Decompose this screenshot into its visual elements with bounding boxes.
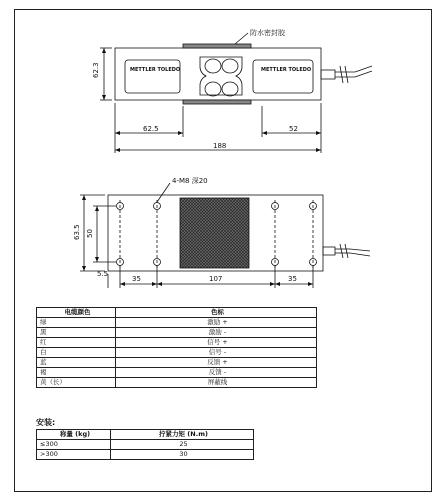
signal-cell: 信号 +	[116, 338, 317, 348]
signal-cell: 反馈 -	[116, 368, 317, 378]
table-row	[37, 358, 317, 368]
brand-label-left: METTLER TOLEDO	[130, 67, 181, 73]
total-length-label: 188	[213, 142, 227, 150]
cable-gland-bottom	[323, 247, 335, 255]
install-title: 安装:	[36, 418, 56, 427]
table-row	[37, 440, 254, 450]
cable-color-cell: 红	[37, 338, 116, 348]
table-row	[37, 348, 317, 358]
cable-end-2	[355, 71, 372, 77]
signal-cell: 反馈 +	[116, 358, 317, 368]
column-header: 拧紧力矩 (N.m)	[111, 430, 254, 440]
signal-cell: 激励 +	[116, 318, 317, 328]
capacity-cell: ≤300	[37, 440, 111, 450]
sealant-strip-bottom	[183, 100, 251, 104]
table-row	[37, 318, 317, 328]
install-torque-table	[36, 429, 254, 460]
cable-color-cell: 黑	[37, 328, 116, 338]
cable-end-1	[355, 66, 372, 72]
table-row	[37, 338, 317, 348]
brand-label-right: METTLER TOLEDO	[261, 67, 312, 73]
left-span-label: 62.5	[143, 125, 159, 133]
edge-offset-label: 5.5	[97, 270, 109, 278]
cable-break-2	[345, 66, 348, 83]
column-header: 电缆颜色	[37, 308, 116, 318]
table-row	[37, 450, 254, 460]
cutout-hole-1	[205, 59, 221, 73]
left-hole-span-label: 35	[132, 275, 141, 283]
center-hatched-area	[180, 198, 249, 268]
cutout-hole-3	[205, 82, 221, 96]
column-header: 色标	[116, 308, 317, 318]
column-header: 称量 (kg)	[37, 430, 111, 440]
thread-leader	[157, 183, 170, 202]
sealant-leader	[235, 33, 248, 44]
torque-cell: 30	[111, 450, 254, 460]
right-span-label: 52	[289, 125, 298, 133]
cable-color-cell: 黄（长）	[37, 378, 116, 388]
table-header-row	[37, 308, 317, 318]
bottom-view	[80, 183, 370, 288]
hole-spacing-label: 50	[86, 229, 94, 238]
top-view	[100, 33, 372, 153]
cable-color-cell: 绿	[37, 318, 116, 328]
cable-color-table	[36, 307, 317, 388]
signal-cell: 信号 -	[116, 348, 317, 358]
signal-cell: 屏蔽线	[116, 378, 317, 388]
table-header-row	[37, 430, 254, 440]
capacity-cell: >300	[37, 450, 111, 460]
right-label-pad	[253, 60, 313, 93]
sealant-strip-top	[183, 44, 251, 48]
load-cell-body	[115, 48, 321, 100]
cable-color-cell: 蓝	[37, 358, 116, 368]
cable-break-1	[340, 66, 343, 83]
sealant-label: 防水密封胶	[250, 29, 285, 37]
torque-cell: 25	[111, 440, 254, 450]
thread-spec-label: 4-M8 深20	[172, 177, 208, 185]
table-row	[37, 368, 317, 378]
table-row	[37, 328, 317, 338]
right-hole-span-label: 35	[288, 275, 297, 283]
middle-span-label: 107	[209, 275, 223, 283]
cable-gland	[321, 70, 335, 79]
cable-color-cell: 白	[37, 348, 116, 358]
cutout-hole-4	[222, 82, 238, 96]
cutout-hole-2	[222, 59, 238, 73]
height-label: 62.3	[92, 62, 100, 78]
outer-height-label: 63.5	[73, 224, 81, 240]
table-row	[37, 378, 317, 388]
signal-cell: 激励 -	[116, 328, 317, 338]
left-label-pad	[125, 60, 180, 93]
cable-color-cell: 褐	[37, 368, 116, 378]
